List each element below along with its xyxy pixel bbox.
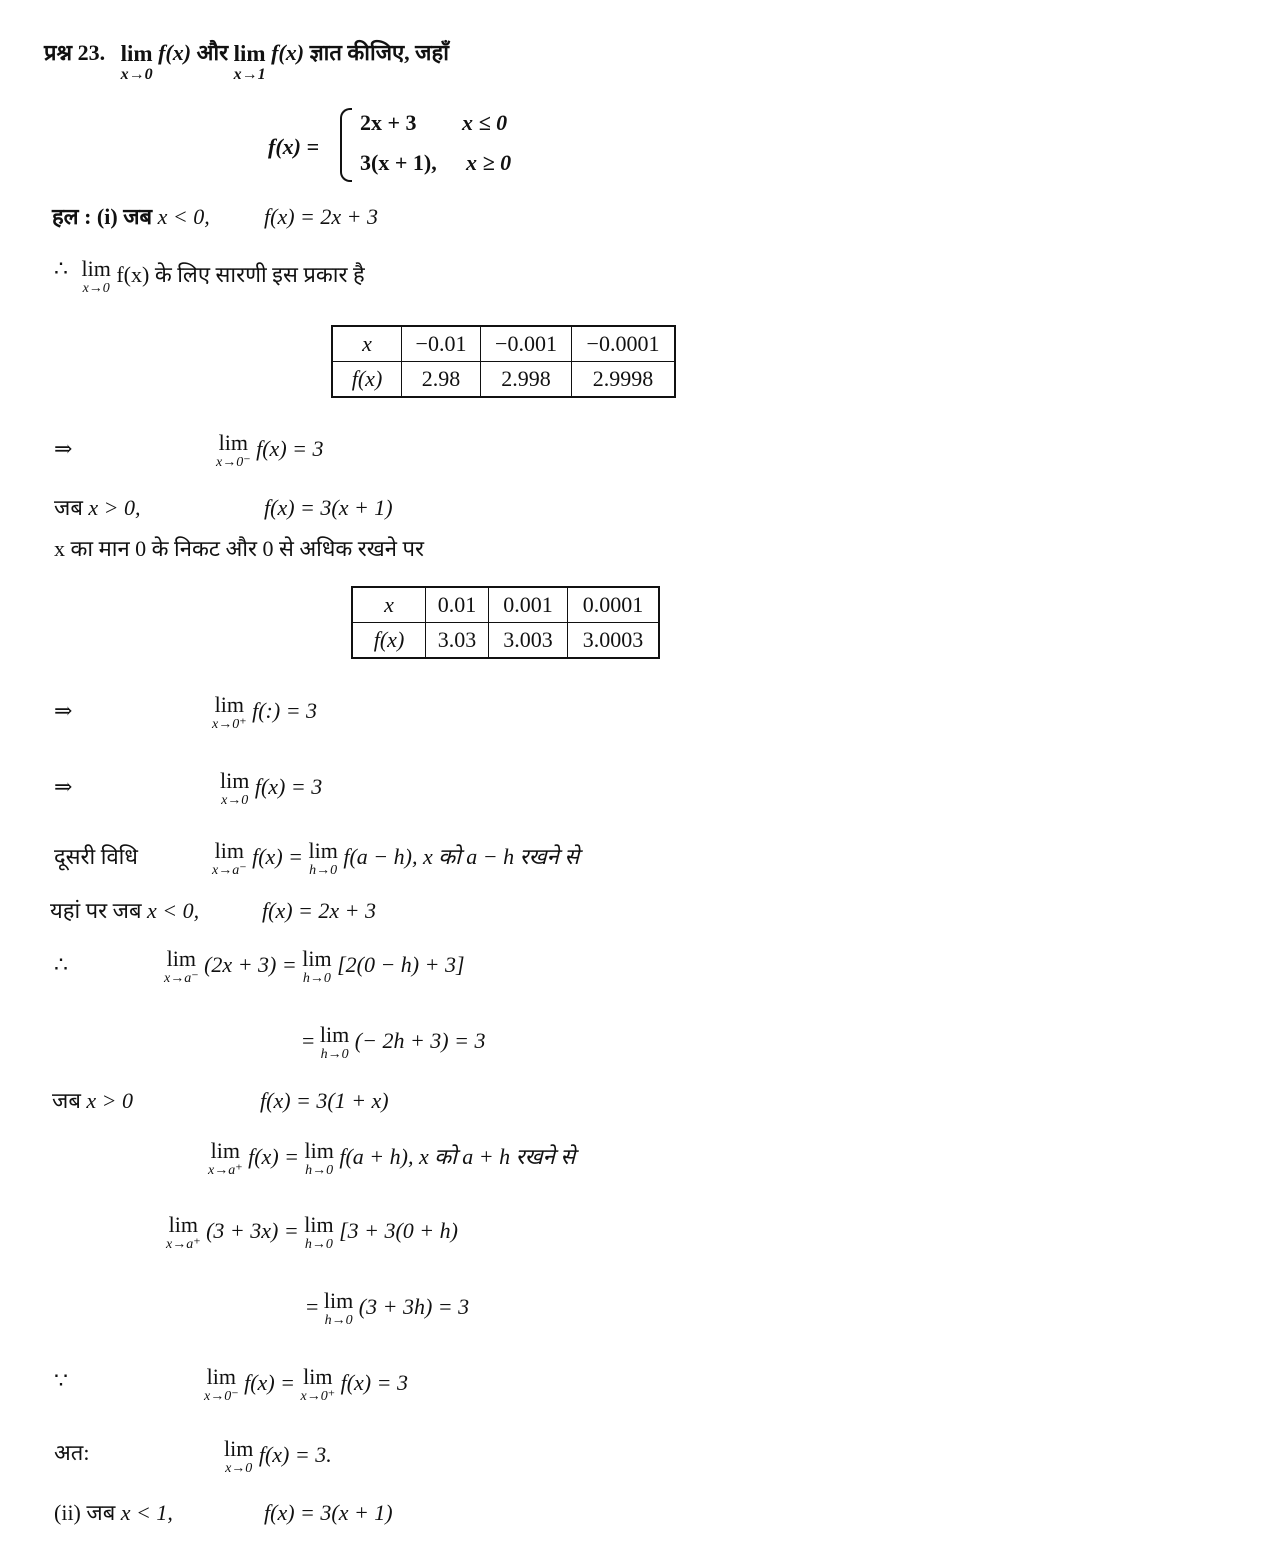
piecewise-case-2: 3(x + 1),	[360, 150, 437, 175]
piecewise-cond-2: x ≥ 0	[466, 150, 512, 175]
left-limit-steps-2: = lim h→0 (− 2h + 3) = 3	[302, 1022, 486, 1062]
case-x-positive-eq: f(x) = 3(x + 1)	[264, 495, 393, 520]
case-x-negative-eq: f(x) = 2x + 3	[262, 898, 376, 923]
solution-line-1: हल : (i) जब x < 0,	[52, 204, 210, 229]
limit-result: lim x→0 f(x) = 3	[220, 768, 323, 808]
table-intro-line: ∴ lim x→0 f(x) के लिए सारणी इस प्रकार है	[54, 256, 365, 296]
solution-line-1-eq: f(x) = 2x + 3	[264, 204, 378, 229]
right-limit-steps-2: = lim h→0 (3 + 3h) = 3	[306, 1288, 470, 1328]
part-ii-line: (ii) जब x < 1,	[54, 1500, 173, 1525]
values-table-left	[331, 325, 676, 398]
right-limit-result: lim x→0⁺ f(:) = 3	[212, 692, 318, 732]
method-2-limit: lim x→a⁻ f(x) = lim h→0 f(a − h), x को a − h रखने से	[212, 838, 580, 878]
piecewise-cond-1: x ≤ 0	[462, 110, 508, 135]
case-x-positive-2: जब x > 0	[52, 1088, 134, 1113]
case-x-positive-2-eq: f(x) = 3(1 + x)	[260, 1088, 389, 1113]
piecewise-brace	[340, 108, 352, 182]
final-limit: lim x→0 f(x) = 3.	[224, 1436, 332, 1476]
implies-symbol: ⇒	[54, 436, 73, 461]
table-row: x −0.01 −0.001 −0.0001	[332, 326, 675, 362]
question-number: प्रश्न 23.	[44, 40, 106, 65]
because-symbol: ∵	[54, 1368, 68, 1393]
right-limit-def: lim x→a⁺ f(x) = lim h→0 f(a + h), x को a + h रखने से	[208, 1138, 576, 1178]
case-x-positive: जब x > 0,	[54, 495, 141, 520]
right-limit-steps: lim x→a⁺ (3 + 3x) = lim h→0 [3 + 3(0 + h)	[166, 1212, 458, 1252]
limit-x-to-0: lim x→0	[81, 256, 111, 296]
limits-equal: lim x→0⁻ f(x) = lim x→0⁺ f(x) = 3	[204, 1364, 408, 1404]
left-limit-steps: lim x→a⁻ (2x + 3) = lim h→0 [2(0 − h) + 3]	[164, 946, 465, 986]
part-ii-eq: f(x) = 3(x + 1)	[264, 1500, 393, 1525]
implies-symbol: ⇒	[54, 698, 73, 723]
hence-label: अत:	[54, 1440, 90, 1465]
method-2-label: दूसरी विधि	[54, 844, 138, 869]
implies-symbol: ⇒	[54, 774, 73, 799]
piecewise-case-1: 2x + 3	[360, 110, 417, 135]
table-row: x 0.01 0.001 0.0001	[352, 587, 659, 623]
left-limit-result: lim x→0⁻ f(x) = 3	[216, 430, 324, 470]
piecewise-lhs: f(x) =	[268, 134, 320, 159]
limit-x-to-0: lim x→0	[120, 41, 153, 83]
values-table-right	[351, 586, 660, 659]
therefore-symbol: ∴	[54, 952, 68, 977]
limit-x-to-1: lim x→1	[233, 41, 266, 83]
question-line: प्रश्न 23. lim x→0 f(x) और lim x→1 f(x) ज्ञात कीजिए, जहाँ	[44, 40, 449, 83]
table-row: f(x) 2.98 2.998 2.9998	[332, 362, 675, 398]
case-x-negative: यहां पर जब x < 0,	[50, 898, 200, 923]
table-row: f(x) 3.03 3.003 3.0003	[352, 623, 659, 659]
right-approach-text: x का मान 0 के निकट और 0 से अधिक रखने पर	[54, 536, 424, 561]
